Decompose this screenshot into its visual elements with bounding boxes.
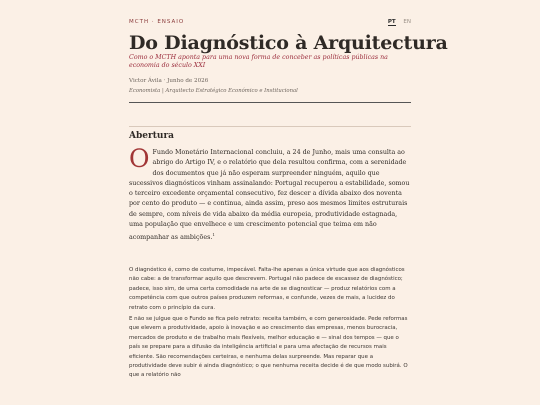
lang-en-link[interactable]: EN [403,19,411,25]
paragraph-2: O diagnóstico é, como de costume, impecável. Falta-lhe apenas a única virtude que aos diagnósticos não cabe: a de transformar aquilo que descrevem. Portugal não padece de escassez de diagnóstico; padece, isso sim, de uma certa comodidade na arte de se diagnosticar — produz relatórios com a competência com que outros países produzem reformas, e confunde, vezes de mais, a lucidez do retrato com o princípio da cura. [129,267,405,311]
header-divider [129,102,411,103]
byline: Victor Ávila · Junho de 2026 [129,78,209,84]
opening-text: Fundo Monetário Internacional concluiu, a 24 de Junho, mais uma consulta ao abrigo do Artigo IV, e o relatório que dela resultou confirma, com a serenidade dos documentos que já não esperam surpreender ninguém, aquilo que sucessivos diagnósticos vinham assinalando: Portugal recuperou a estabilidade, somou o terceiro excedente orçamental consecutivo, fez descer a dívida abaixo dos noventa por cento do produto — e continua, ainda assim, preso aos mesmos limites estruturais de sempre, com níveis de vida abaixo da média europeia, produtividade estagnada, uma população que envelhece e um crescimento potencial que teima em não acompanhar as ambições. [129,149,410,242]
section-divider [129,126,411,127]
article-title: Do Diagnóstico à Arquitectura [129,32,448,54]
footnote-ref[interactable]: 1 [212,232,215,238]
author-role: Economista | Arquitecto Estratégico Económico e Institucional [129,88,298,94]
opening-paragraph [129,144,411,244]
article-column [129,0,448,405]
article-subtitle: Como o MCTH aponta para uma nova forma de conceber as políticas públicas na economia do século XXI [129,54,388,70]
lang-pt-link[interactable]: PT [387,19,396,25]
section-kicker: MCTH · ENSAIO [129,19,185,25]
drop-cap: O [129,144,150,173]
section-heading: Abertura [129,131,175,141]
paragraph-3: E não se julgue que o Fundo se fica pelo retrato: receita também, e com generosidade. Pede reformas que elevem a produtividade, apoio à inovação e ao crescimento das empresas, menos burocracia, mercados de produto e de trabalho mais flexíveis, melhor educação e — sinal dos tempos — que o país se prepare para a difusão da inteligência artificial e para uma afectação de recursos mais eficiente. São recomendações certeiras, e nenhuma delas surpreende. Mas reparar que a produtividade deve subir é ainda diagnóstico; o que nenhuma receita decide é de que modo subirá. O que a relatório não [129,316,408,379]
